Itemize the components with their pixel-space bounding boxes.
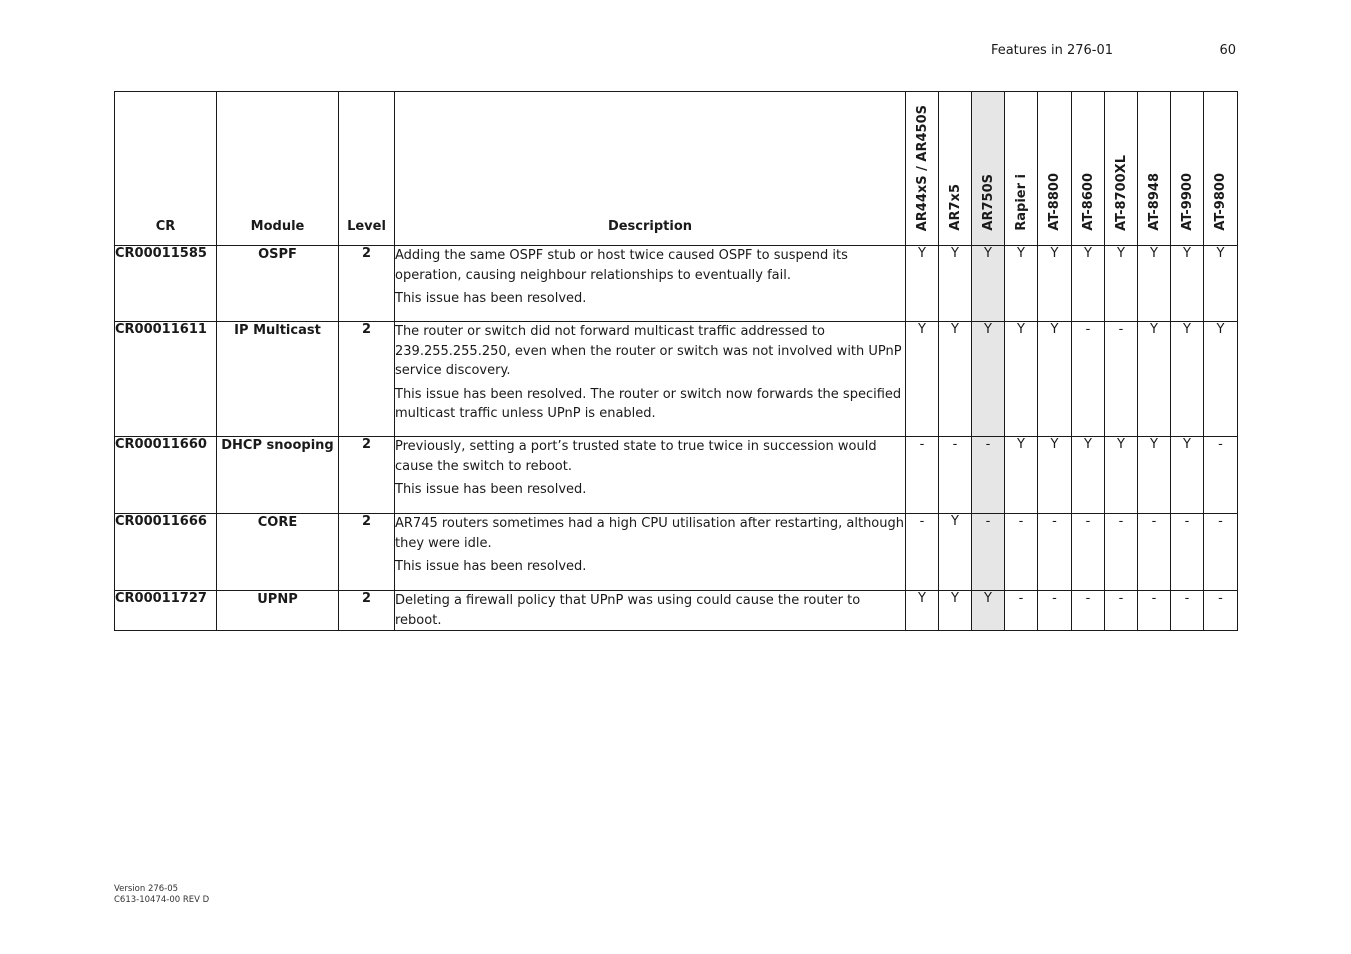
availability-cell: - xyxy=(1204,514,1238,591)
availability-cell: Y xyxy=(1105,437,1138,514)
footer-version: Version 276-05 xyxy=(114,884,179,894)
product-label: Rapier i xyxy=(1013,174,1029,231)
availability-cell: Y xyxy=(939,591,972,631)
product-label: AR7x5 xyxy=(947,184,963,231)
description-paragraph: This issue has been resolved. xyxy=(395,482,587,497)
running-header-title: Features in 276-01 xyxy=(990,43,1113,58)
availability-cell: - xyxy=(1138,514,1171,591)
column-header-product xyxy=(1038,92,1072,246)
column-header-product xyxy=(906,92,939,246)
availability-cell: - xyxy=(1072,322,1105,437)
description-paragraph: AR745 routers sometimes had a high CPU utilisation after restarting, although they were idle. xyxy=(395,516,904,551)
availability-cell: Y xyxy=(1005,322,1038,437)
availability-cell: Y xyxy=(939,322,972,437)
availability-cell: Y xyxy=(1038,322,1072,437)
table-row xyxy=(115,246,1238,322)
column-header-product xyxy=(1005,92,1038,246)
availability-cell: - xyxy=(1105,591,1138,631)
description-paragraph: This issue has been resolved. xyxy=(395,559,587,574)
availability-cell: - xyxy=(1005,514,1038,591)
availability-cell: - xyxy=(1105,514,1138,591)
availability-cell: Y xyxy=(906,246,939,322)
column-header-product xyxy=(1072,92,1105,246)
table-header-row xyxy=(115,92,1238,246)
column-header-product xyxy=(939,92,972,246)
cr-id: CR00011727 xyxy=(115,591,217,631)
availability-cell: Y xyxy=(1038,246,1072,322)
table-row xyxy=(115,322,1238,437)
availability-cell: Y xyxy=(1138,322,1171,437)
availability-cell: Y xyxy=(1005,437,1038,514)
cr-id: CR00011666 xyxy=(115,514,217,591)
column-header-level: Level xyxy=(339,92,395,246)
product-label: AR44xS / AR450S xyxy=(914,104,930,231)
product-label: AT-8600 xyxy=(1080,173,1096,231)
module-name: IP Multicast xyxy=(217,322,339,437)
cr-table xyxy=(114,91,1238,631)
availability-cell: Y xyxy=(1072,437,1105,514)
availability-cell: - xyxy=(906,514,939,591)
availability-cell: Y xyxy=(1171,322,1204,437)
availability-cell: Y xyxy=(972,322,1005,437)
availability-cell: - xyxy=(1072,514,1105,591)
cr-id: CR00011660 xyxy=(115,437,217,514)
availability-cell: Y xyxy=(1138,437,1171,514)
availability-cell: - xyxy=(1204,437,1238,514)
description-paragraph: Deleting a firewall policy that UPnP was using could cause the router to reboot. xyxy=(395,593,861,628)
availability-cell: - xyxy=(939,437,972,514)
module-name: OSPF xyxy=(217,246,339,322)
cr-id: CR00011611 xyxy=(115,322,217,437)
description-paragraph: This issue has been resolved. The router or switch now forwards the specified multicast traffic unless UPnP is enabled. xyxy=(395,386,902,421)
column-header-product xyxy=(1171,92,1204,246)
availability-cell: - xyxy=(1171,514,1204,591)
product-label: AT-8700XL xyxy=(1113,155,1129,231)
availability-cell: Y xyxy=(1072,246,1105,322)
availability-cell: Y xyxy=(972,246,1005,322)
product-label: AT-9800 xyxy=(1213,173,1228,231)
level-value: 2 xyxy=(339,246,395,322)
availability-cell: Y xyxy=(1138,246,1171,322)
product-label: AT-8800 xyxy=(1047,173,1062,231)
availability-cell: - xyxy=(1171,591,1204,631)
availability-cell: - xyxy=(972,437,1005,514)
description-paragraph: The router or switch did not forward multicast traffic addressed to 239.255.255.250, even when the router or switch was not involved with UPnP service discovery. xyxy=(395,324,902,378)
availability-cell: Y xyxy=(939,246,972,322)
availability-cell: Y xyxy=(1038,437,1072,514)
level-value: 2 xyxy=(339,437,395,514)
product-label: AR750S xyxy=(980,174,996,231)
page-number: 60 xyxy=(1219,43,1236,58)
description-paragraph: This issue has been resolved. xyxy=(395,291,587,306)
table-row xyxy=(115,437,1238,514)
availability-cell: - xyxy=(1005,591,1038,631)
description-cell xyxy=(395,514,906,591)
availability-cell: - xyxy=(1138,591,1171,631)
column-header-product xyxy=(1204,92,1238,246)
availability-cell: Y xyxy=(972,591,1005,631)
availability-cell: Y xyxy=(1171,437,1204,514)
product-label: AT-9900 xyxy=(1179,173,1195,231)
column-header-cr: CR xyxy=(115,92,217,246)
availability-cell: Y xyxy=(1005,246,1038,322)
table-row xyxy=(115,591,1238,631)
availability-cell: - xyxy=(1038,591,1072,631)
availability-cell: - xyxy=(1105,322,1138,437)
availability-cell: Y xyxy=(906,322,939,437)
level-value: 2 xyxy=(339,322,395,437)
cr-id: CR00011585 xyxy=(115,246,217,322)
column-header-module: Module xyxy=(217,92,339,246)
module-name: CORE xyxy=(217,514,339,591)
availability-cell: Y xyxy=(1171,246,1204,322)
page-footer xyxy=(114,884,209,906)
availability-cell: - xyxy=(972,514,1005,591)
availability-cell: - xyxy=(1204,591,1238,631)
description-paragraph: Previously, setting a port’s trusted state to true twice in succession would cause the switch to reboot. xyxy=(395,439,877,474)
availability-cell: Y xyxy=(939,514,972,591)
availability-cell: - xyxy=(1072,591,1105,631)
availability-cell: - xyxy=(1038,514,1072,591)
column-header-product xyxy=(972,92,1005,246)
availability-cell: Y xyxy=(1204,246,1238,322)
footer-document-number: C613-10474-00 REV D xyxy=(114,895,210,905)
product-label: AT-8948 xyxy=(1146,173,1162,231)
column-header-product xyxy=(1138,92,1171,246)
level-value: 2 xyxy=(339,591,395,631)
availability-cell: - xyxy=(906,437,939,514)
module-name: UPNP xyxy=(217,591,339,631)
availability-cell: Y xyxy=(906,591,939,631)
description-cell xyxy=(395,591,906,631)
description-cell xyxy=(395,322,906,437)
column-header-description: Description xyxy=(395,92,906,246)
column-header-product xyxy=(1105,92,1138,246)
availability-cell: Y xyxy=(1204,322,1238,437)
level-value: 2 xyxy=(339,514,395,591)
description-cell xyxy=(395,437,906,514)
description-paragraph: Adding the same OSPF stub or host twice caused OSPF to suspend its operation, causing neighbour relationships to eventually fail. xyxy=(395,248,848,283)
description-cell xyxy=(395,246,906,322)
availability-cell: Y xyxy=(1105,246,1138,322)
table-row xyxy=(115,514,1238,591)
module-name: DHCP snooping xyxy=(217,437,339,514)
